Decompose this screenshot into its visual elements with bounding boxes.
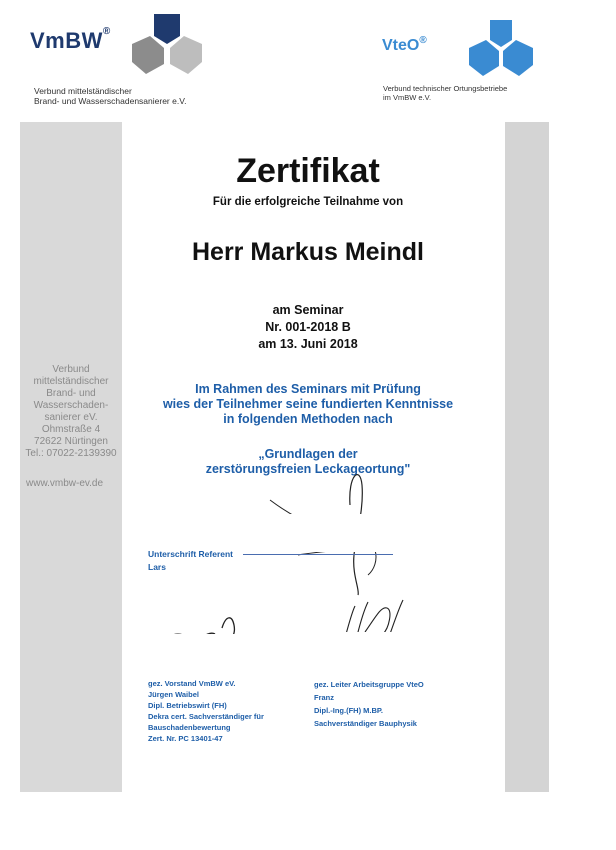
certificate-statement: Im Rahmen des Seminars mit Prüfung wies der Teilnehmer seine fundierten Kenntnisse in folgenden Methoden nach [162,382,454,426]
seminar-number: Nr. 001-2018 B [265,320,351,334]
redaction-box [292,632,432,662]
board-signatory: gez. Vorstand VmBW eV. Jürgen Waibel Dipl. Betriebswirt (FH) Dekra cert. Sachverständiger für Bauschadenbewertung Zert. Nr. PC 13401-47 [148,679,264,743]
sidebar-website: www.vmbw-ev.de [26,478,104,489]
seminar-date: am 13. Juni 2018 [258,337,358,351]
recipient-name: Herr Markus Meindl [191,238,424,266]
vteo-wordmark: VteO® [382,35,427,54]
seminar-label: am Seminar [272,303,344,317]
referent-name: Lars [148,562,166,572]
seminar-info [0,302,616,353]
course-title: „Grundlagen der zerstörungsfreien Leckageortung" [205,447,411,476]
group-lead-signatory: gez. Leiter Arbeitsgruppe VteO Franz Dipl.-Ing.(FH) M.BP. Sachverständiger Bauphysik [314,680,424,728]
redaction-box [246,514,392,552]
vmbw-logo-icon [128,14,204,78]
referent-label: Unterschrift Referent [148,549,234,559]
certificate-title: Zertifikat [236,152,380,190]
redaction-box [172,560,224,574]
vteo-subtitle: Verbund technischer Ortungsbetriebe im VmBW e.V. [383,84,508,102]
referent-signature-line [243,554,393,555]
vmbw-subtitle: Verbund mittelständischer Brand- und Wasserschadensanierer e.V. [34,86,187,106]
vteo-logo-icon [466,20,536,80]
sidebar-address: Verbund mittelständischer Brand- und Wasserschaden- sanierer eV. Ohmstraße 4 72622 Nürtingen Tel.: 07022-2139390 [25,364,117,459]
redaction-box [152,634,246,656]
vmbw-wordmark: VmBW® [30,26,111,53]
certificate-subtitle: Für die erfolgreiche Teilnahme von [212,196,404,208]
